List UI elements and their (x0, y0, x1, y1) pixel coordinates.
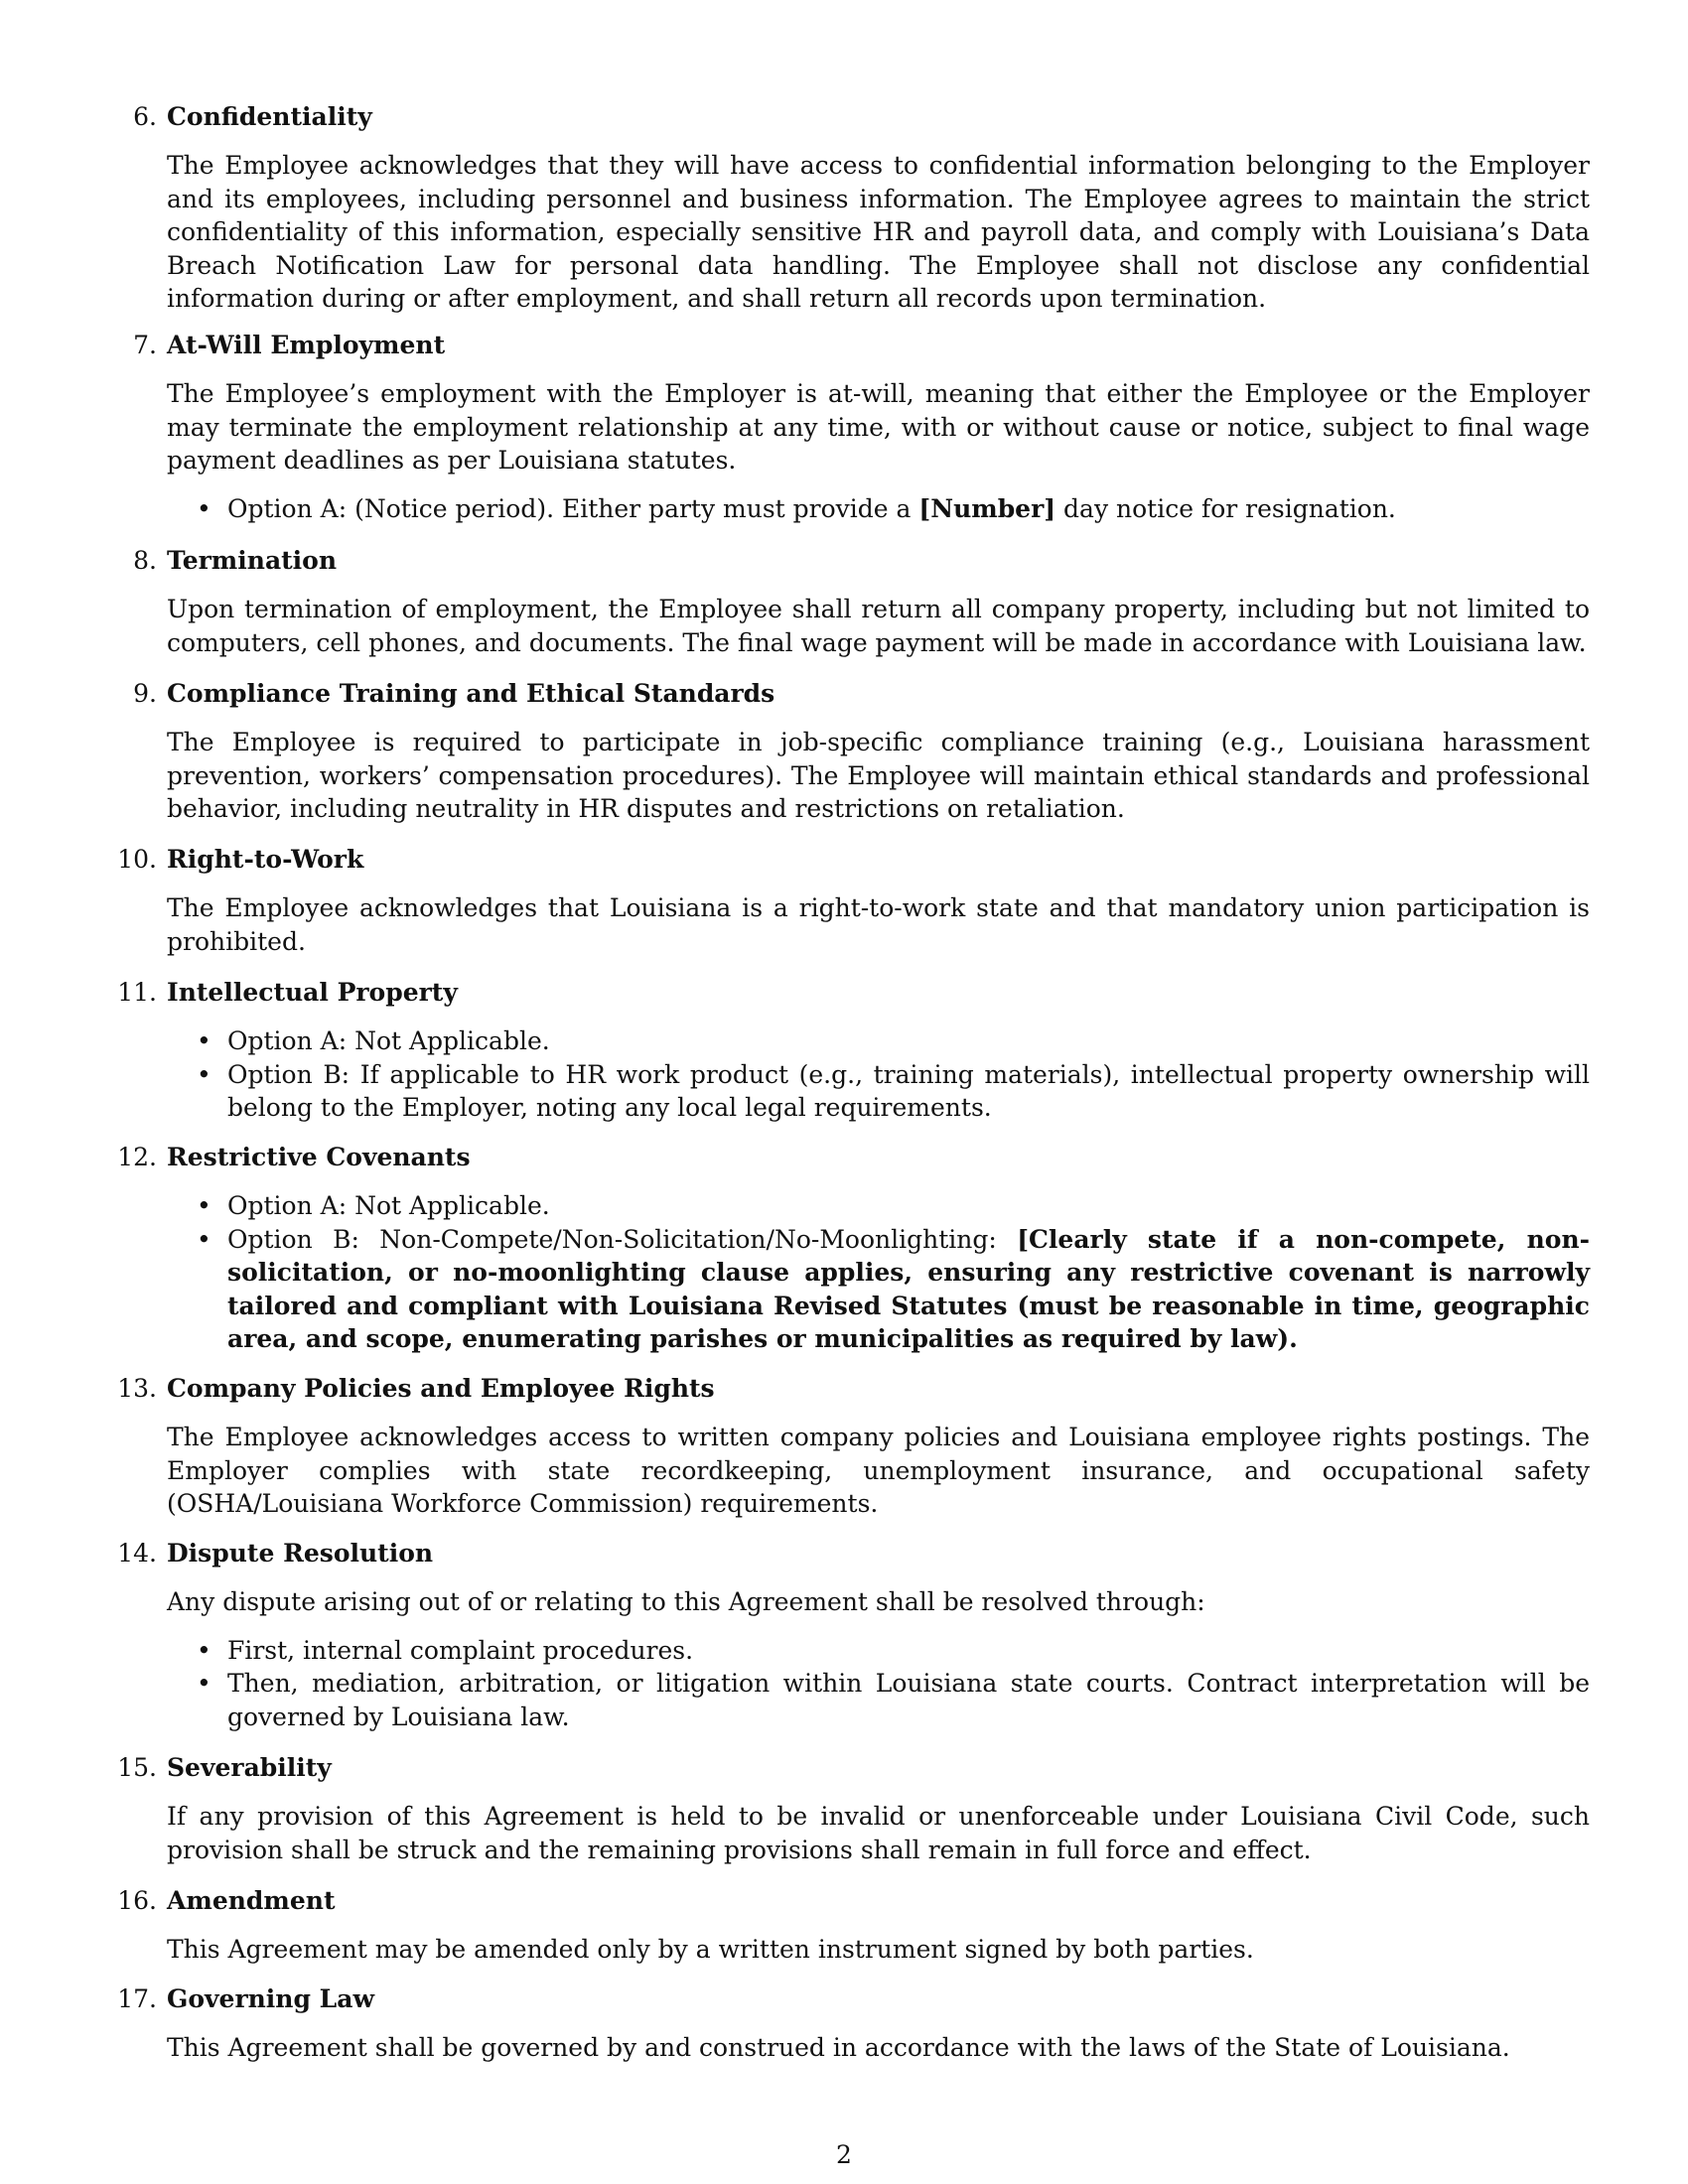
list-item: • Option B: If applicable to HR work product (e.g., training materials), intellectual property ownership will belong to the Employer, noting any local legal requirements. (197, 1059, 1590, 1122)
section-title: Restrictive Covenants (167, 1143, 471, 1171)
section-paragraph: Any dispute arising out of or relating to this Agreement shall be resolved through: (167, 1587, 1205, 1616)
section-paragraph: The Employee’s employment with the Employer is at-will, meaning that either the Employee or the Employer may terminate the employment relationship at any time, with or without cause or notice, subject to final wage payment deadlines as per Louisiana statutes. (167, 379, 1590, 475)
option-list (167, 1024, 1590, 1125)
section-title: Compliance Training and Ethical Standards (167, 679, 775, 708)
section-confidentiality (133, 100, 1590, 316)
section-governing-law (117, 1982, 1590, 2065)
section-paragraph: The Employee acknowledges access to written company policies and Louisiana employee rights postings. The Employer complies with state recordkeeping, unemployment insurance, and occupational safety (OSHA/Louisiana Workforce Commission) requirements. (167, 1423, 1590, 1518)
section-title: Right-to-Work (167, 845, 364, 874)
section-number: 16. (117, 1886, 157, 1915)
bullet-icon: • (197, 1224, 211, 1254)
bullet-icon: • (197, 493, 211, 523)
bullet-icon: • (197, 1669, 211, 1698)
section-paragraph: The Employee acknowledges that they will have access to confidential information belonging to the Employer and its employees, including personnel and business information. The Employee agrees to maintain the strict confidentiality of this information, especially sensitive HR and payroll data, and comply with Louisiana’s Data Breach Notification Law for personal data handling. The Employee shall not disclose any confidential information during or after employment, and shall return all records upon termination. (167, 151, 1590, 313)
section-title: Termination (167, 546, 338, 575)
section-number: 9. (133, 679, 157, 708)
section-title: At-Will Employment (167, 331, 446, 359)
section-severability (117, 1751, 1590, 1866)
section-right-to-work (117, 843, 1590, 958)
section-paragraph: This Agreement shall be governed by and construed in accordance with the laws of the State of Louisiana. (167, 2033, 1510, 2062)
option-list (167, 492, 1590, 526)
section-dispute-resolution (117, 1537, 1590, 1733)
option-list (167, 1189, 1590, 1356)
section-paragraph: The Employee acknowledges that Louisiana is a right-to-work state and that mandatory union participation is prohibited. (167, 893, 1590, 956)
list-item: • Option B: Non-Compete/Non-Solicitation/No-Moonlighting: [Clearly state if a non-compete, non-solicitation, or no-moonlighting clause applies, ensuring any restrictive covenant is narrowly tailored and compliant with Louisiana Revised Statutes (must be reasonable in time, geographic area, and scope, enumerating parishes or municipalities as required by law). (197, 1224, 1590, 1353)
section-paragraph: This Agreement may be amended only by a written instrument signed by both parties. (167, 1935, 1254, 1964)
section-number: 14. (117, 1539, 157, 1568)
section-title: Confidentiality (167, 102, 372, 131)
section-paragraph: If any provision of this Agreement is held to be invalid or unenforceable under Louisiana Civil Code, such provision shall be struck and the remaining provisions shall remain in full force and effect. (167, 1802, 1590, 1864)
section-number: 15. (117, 1753, 157, 1782)
list-item: • First, internal complaint procedures. (167, 1634, 1590, 1668)
section-number: 6. (133, 102, 157, 131)
section-amendment (117, 1884, 1590, 1967)
section-title: Severability (167, 1753, 332, 1782)
section-intellectual-property (117, 976, 1590, 1125)
section-number: 7. (133, 331, 157, 359)
list-item: • Option A: Not Applicable. (167, 1189, 1590, 1223)
section-number: 12. (117, 1143, 157, 1171)
section-title: Intellectual Property (167, 978, 458, 1007)
section-termination (133, 544, 1590, 659)
list-item: • Option A: Not Applicable. (167, 1024, 1590, 1058)
section-number: 8. (133, 546, 157, 575)
section-paragraph: Upon termination of employment, the Employee shall return all company property, including but not limited to computers, cell phones, and documents. The final wage payment will be made in accordance with Louisiana law. (167, 595, 1590, 657)
section-paragraph: The Employee is required to participate in job-specific compliance training (e.g., Louisiana harassment prevention, workers’ compensation procedures). The Employee will maintain ethical standards and professional behavior, including neutrality in HR disputes and restrictions on retaliation. (167, 728, 1590, 823)
section-company-policies (117, 1372, 1590, 1521)
section-title: Amendment (167, 1886, 336, 1915)
list-item: • Option A: (Notice period). Either party must provide a [Number] day notice for resignation. (167, 492, 1590, 526)
section-title: Company Policies and Employee Rights (167, 1374, 715, 1403)
list-item: • Then, mediation, arbitration, or litigation within Louisiana state courts. Contract interpretation will be governed by Louisiana law. (197, 1669, 1590, 1731)
section-title: Governing Law (167, 1984, 374, 2013)
bullet-icon: • (197, 1635, 211, 1665)
option-list (167, 1634, 1590, 1734)
page-number: 2 (836, 2140, 852, 2169)
bullet-icon: • (197, 1059, 211, 1089)
section-number: 17. (117, 1984, 157, 2013)
section-title: Dispute Resolution (167, 1539, 434, 1568)
section-compliance-training (133, 677, 1590, 826)
bullet-icon: • (197, 1026, 211, 1055)
section-at-will-employment (133, 329, 1590, 525)
section-number: 10. (117, 845, 157, 874)
section-restrictive-covenants (117, 1141, 1590, 1356)
bullet-icon: • (197, 1191, 211, 1220)
section-number: 11. (117, 978, 157, 1007)
section-number: 13. (117, 1374, 157, 1403)
